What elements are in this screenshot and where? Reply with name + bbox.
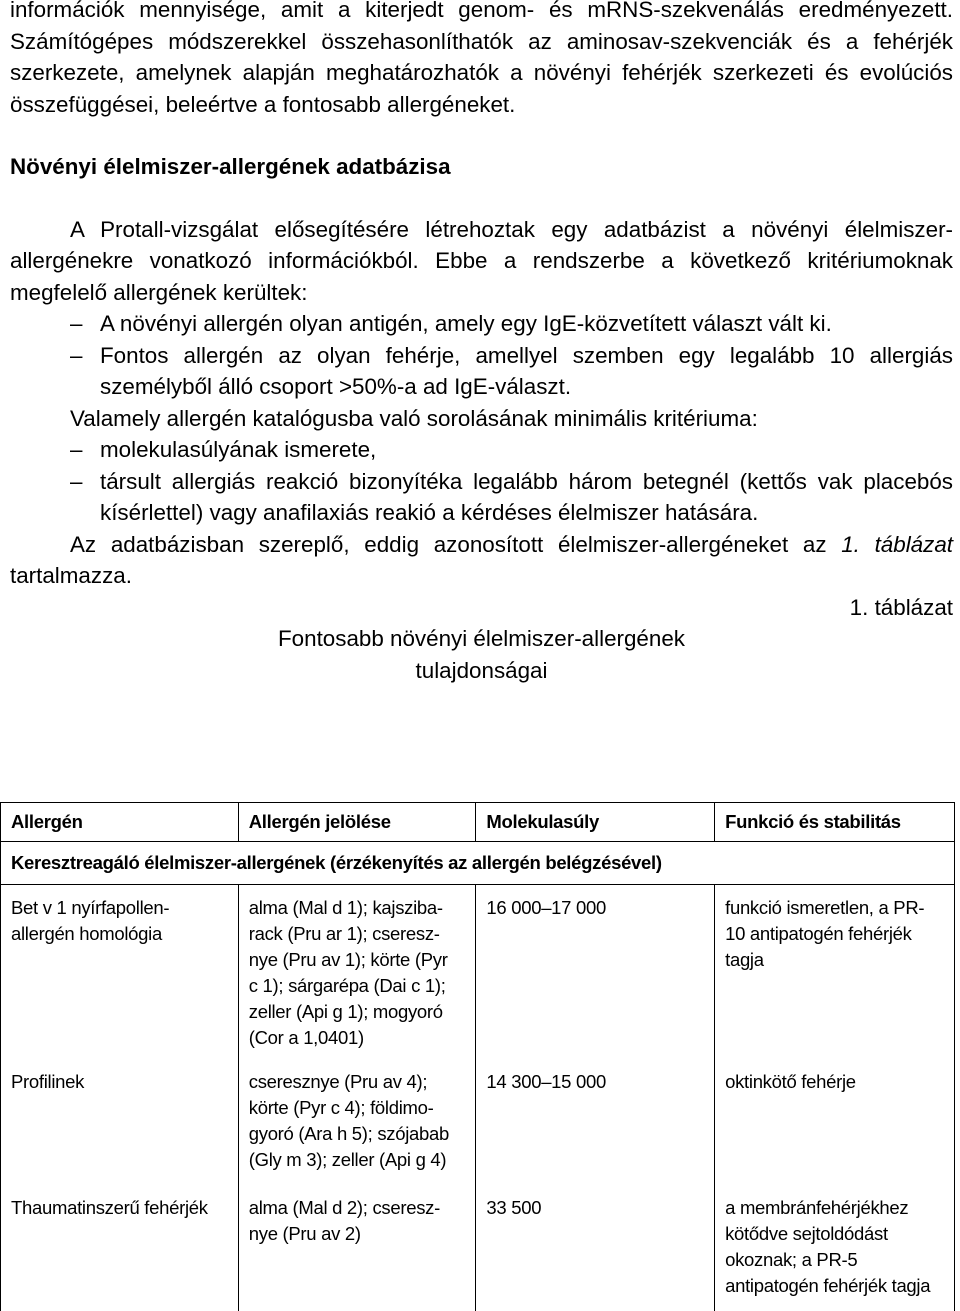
criteria-text: A növényi allergén olyan antigén, amely egy IgE-közvetített választ vált ki. (100, 311, 832, 336)
table-row (1, 1185, 955, 1311)
min-criteria-item (10, 466, 953, 529)
cell-weight: 33 500 (476, 1185, 715, 1311)
min-criteria-item (10, 434, 953, 466)
cell-weight: 16 000–17 000 (476, 885, 715, 1060)
min-criteria-text: molekulasúlyának ismerete, (100, 437, 377, 462)
table-title-line: Fontosabb növényi élelmiszer-allergének (278, 626, 685, 651)
min-criteria-text: társult allergiás reakció bizonyítéka legalább három betegnél (kettős vak placebós kísérlettel) vagy anafilaxiás reakió a kérdéses élelmiszer hatására. (100, 468, 953, 525)
table-title-line: tulajdonságai (415, 657, 548, 683)
group-row (1, 842, 955, 885)
criteria-text: Fontos allergén az olyan fehérje, amellyel szemben egy legalább 10 allergiás személyből álló csoport >50%-a ad IgE-választ. (100, 342, 953, 399)
header-designation: Allergén jelölése (238, 803, 476, 842)
cell-weight: 14 300–15 000 (476, 1059, 715, 1185)
header-allergen: Allergén (1, 803, 239, 842)
cell-function: funkció ismeretlen, a PR- 10 antipatogén fehérjék tagja (715, 885, 955, 1060)
table-row (1, 1059, 955, 1185)
cell-designation: cseresznye (Pru av 4); körte (Pyr c 4); földimo- gyoró (Ara h 5); szójabab (Gly m 3); zeller (Api g 4) (238, 1059, 476, 1185)
section-heading: Növényi élelmiszer-allergének adatbázisa (10, 154, 451, 179)
intro-paragraph: információk mennyisége, amit a kiterjedt genom- és mRNS-szekvenálás eredményezett. Számítógépes módszerekkel összehasonlíthatók az aminosav-szekvenciák és a fehérjék szerkezete, amelynek alapján meghatározhatók a növényi fehérjék szerkezeti és evolúciós összefüggései, beleértve a fontosabb allergéneket. (10, 0, 953, 117)
table-label: 1. táblázat (849, 594, 953, 620)
table-reference-after: tartalmazza. (10, 563, 132, 588)
cell-function: oktinkötő fehérje (715, 1059, 955, 1185)
header-function: Funkció és stabilitás (715, 803, 955, 842)
dash-marker: – (70, 437, 83, 462)
dash-marker: – (70, 468, 83, 494)
table-reference-before: Az adatbázisban szereplő, eddig azonosított élelmiszer-allergéneket az (70, 531, 842, 557)
table-reference-link: 1. táblázat (841, 531, 953, 557)
database-paragraph: A Protall-vizsgálat elősegítésére létrehoztak egy adatbázist a növényi élelmiszer-allergénekre vonatkozó információkból. Ebbe a rendszerbe a következő kritériumoknak megfelelő allergének kerültek: (10, 216, 953, 305)
cell-allergen: Bet v 1 nyírfapollen- allergén homológia (1, 885, 239, 1060)
cell-allergen: Thaumatinszerű fehérjék (1, 1185, 239, 1311)
cell-function: a membránfehérjékhez kötődve sejtoldódást okoznak; a PR-5 antipatogén fehérjék tagja (715, 1185, 955, 1311)
document-page (10, 0, 953, 686)
criteria-item (10, 340, 953, 403)
cell-allergen: Profilinek (1, 1059, 239, 1185)
min-criteria-intro: Valamely allergén katalógusba való sorolásának minimális kritériuma: (70, 405, 758, 431)
header-molecular-weight: Molekulasúly (476, 803, 715, 842)
dash-marker: – (70, 311, 83, 336)
table-title (10, 623, 953, 686)
criteria-item (10, 308, 953, 340)
table-reference (10, 529, 953, 592)
table-header-row (1, 803, 955, 842)
table-row (1, 885, 955, 1060)
cell-designation: alma (Mal d 1); kajsziba- rack (Pru ar 1); cseresz- nye (Pru av 1); körte (Pyr c 1); sárgarépa (Dai c 1); zeller (Api g 1); mogyoró (Cor a 1,0401) (238, 885, 476, 1060)
dash-marker: – (70, 342, 83, 368)
allergen-table (0, 802, 955, 1311)
group-title: Keresztreagáló élelmiszer-allergének (érzékenyítés az allergén belégzésével) (1, 842, 955, 885)
cell-designation: alma (Mal d 2); cseresz- nye (Pru av 2) (238, 1185, 476, 1311)
